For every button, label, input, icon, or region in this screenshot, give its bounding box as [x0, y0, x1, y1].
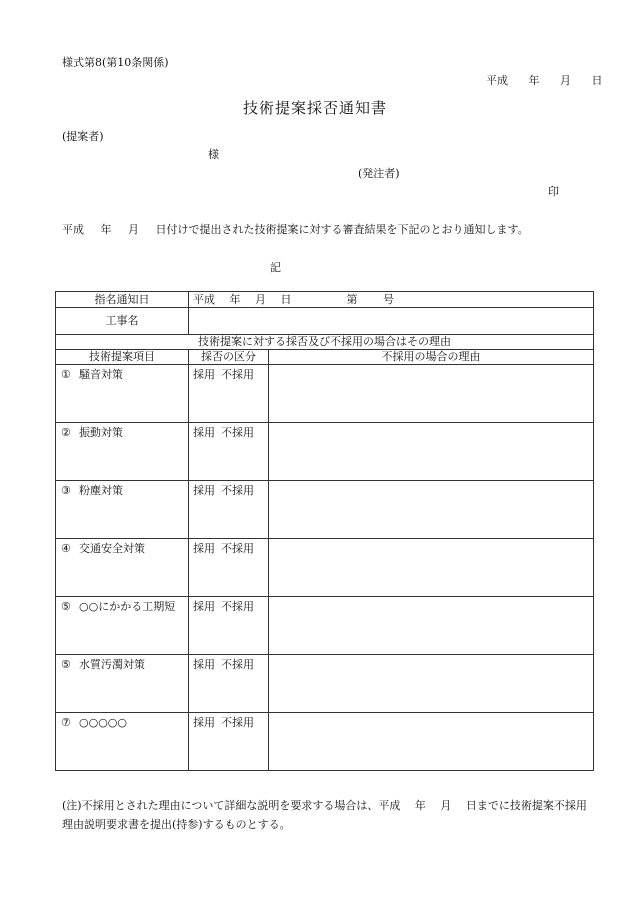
issuer-label: (発注者)	[358, 167, 400, 180]
adoption-cell	[189, 423, 269, 481]
item-name-cell	[56, 713, 189, 771]
form-number: 様式第8(第10条関係)	[62, 56, 169, 69]
adoption-cell	[189, 597, 269, 655]
adoption-cell	[189, 365, 269, 423]
item-name: ○○○○○	[79, 716, 127, 729]
table-row	[56, 539, 594, 597]
reject-option: 不採用	[221, 658, 254, 671]
designation-row	[56, 292, 594, 308]
adopt-option: 採用	[193, 658, 215, 671]
adoption-cell	[189, 539, 269, 597]
item-number: ②	[61, 426, 71, 439]
seal-mark: 印	[548, 185, 559, 198]
item-name: 騒音対策	[79, 368, 123, 381]
reject-option: 不採用	[221, 542, 254, 555]
item-name-cell	[56, 655, 189, 713]
item-number: ③	[61, 484, 71, 497]
item-name-cell	[56, 481, 189, 539]
issue-date: 平成 年 月 日	[486, 74, 603, 87]
item-name: 振動対策	[79, 426, 123, 439]
item-number: ⑦	[61, 716, 71, 729]
adoption-cell	[189, 481, 269, 539]
footnote: (注)不採用とされた理由について詳細な説明を要求する場合は、平成 年 月 日までに技術提案不採用理由説明要求書を提出(持参)するものとする。	[62, 799, 587, 831]
column-header-row	[56, 350, 594, 365]
item-number: ④	[61, 542, 71, 555]
intro-text: 平成 年 月 日付けで提出された技術提案に対する審査結果を下記のとおり通知します。	[62, 223, 529, 236]
reason-cell	[269, 481, 594, 539]
table-row	[56, 597, 594, 655]
reject-option: 不採用	[221, 368, 254, 381]
adopt-option: 採用	[193, 426, 215, 439]
reject-option: 不採用	[221, 484, 254, 497]
table-row	[56, 713, 594, 771]
item-name-cell	[56, 365, 189, 423]
item-number: ⑤	[61, 600, 71, 613]
item-name: 水質汚濁対策	[79, 658, 145, 671]
item-name-cell	[56, 597, 189, 655]
construction-value	[189, 308, 594, 335]
result-table	[55, 291, 594, 771]
reason-heading-row	[56, 335, 594, 350]
reason-cell	[269, 539, 594, 597]
column-header: 技術提案項目	[56, 350, 189, 365]
adopt-option: 採用	[193, 484, 215, 497]
adopt-option: 採用	[193, 368, 215, 381]
column-header: 不採用の場合の理由	[269, 350, 594, 365]
item-name-cell	[56, 539, 189, 597]
reject-option: 不採用	[221, 426, 254, 439]
page-title: 技術提案採否通知書	[242, 99, 387, 117]
adopt-option: 採用	[193, 600, 215, 613]
adopt-option: 採用	[193, 542, 215, 555]
adopt-option: 採用	[193, 716, 215, 729]
proposer-label: (提案者)	[62, 130, 104, 143]
designation-label: 指名通知日	[56, 292, 189, 308]
column-header: 採否の区分	[189, 350, 269, 365]
item-number: ⑤	[61, 658, 71, 671]
construction-row	[56, 308, 594, 335]
reason-cell	[269, 713, 594, 771]
reason-heading: 技術提案に対する採否及び不採用の場合はその理由	[56, 335, 594, 350]
item-name: 交通安全対策	[79, 542, 145, 555]
item-name-cell	[56, 423, 189, 481]
honorific-sama: 様	[208, 148, 219, 161]
table-row	[56, 365, 594, 423]
reject-option: 不採用	[221, 716, 254, 729]
adoption-cell	[189, 713, 269, 771]
construction-label: 工事名	[56, 308, 189, 335]
item-name: ○○にかかる工期短	[79, 600, 176, 613]
reject-option: 不採用	[221, 600, 254, 613]
reason-cell	[269, 655, 594, 713]
reason-cell	[269, 423, 594, 481]
reason-cell	[269, 597, 594, 655]
item-name: 粉塵対策	[79, 484, 123, 497]
ki-heading: 記	[270, 261, 281, 274]
adoption-cell	[189, 655, 269, 713]
table-row	[56, 655, 594, 713]
table-row	[56, 481, 594, 539]
item-number: ①	[61, 368, 71, 381]
table-row	[56, 423, 594, 481]
designation-value: 平成 年 月 日 第 号	[189, 292, 594, 308]
reason-cell	[269, 365, 594, 423]
